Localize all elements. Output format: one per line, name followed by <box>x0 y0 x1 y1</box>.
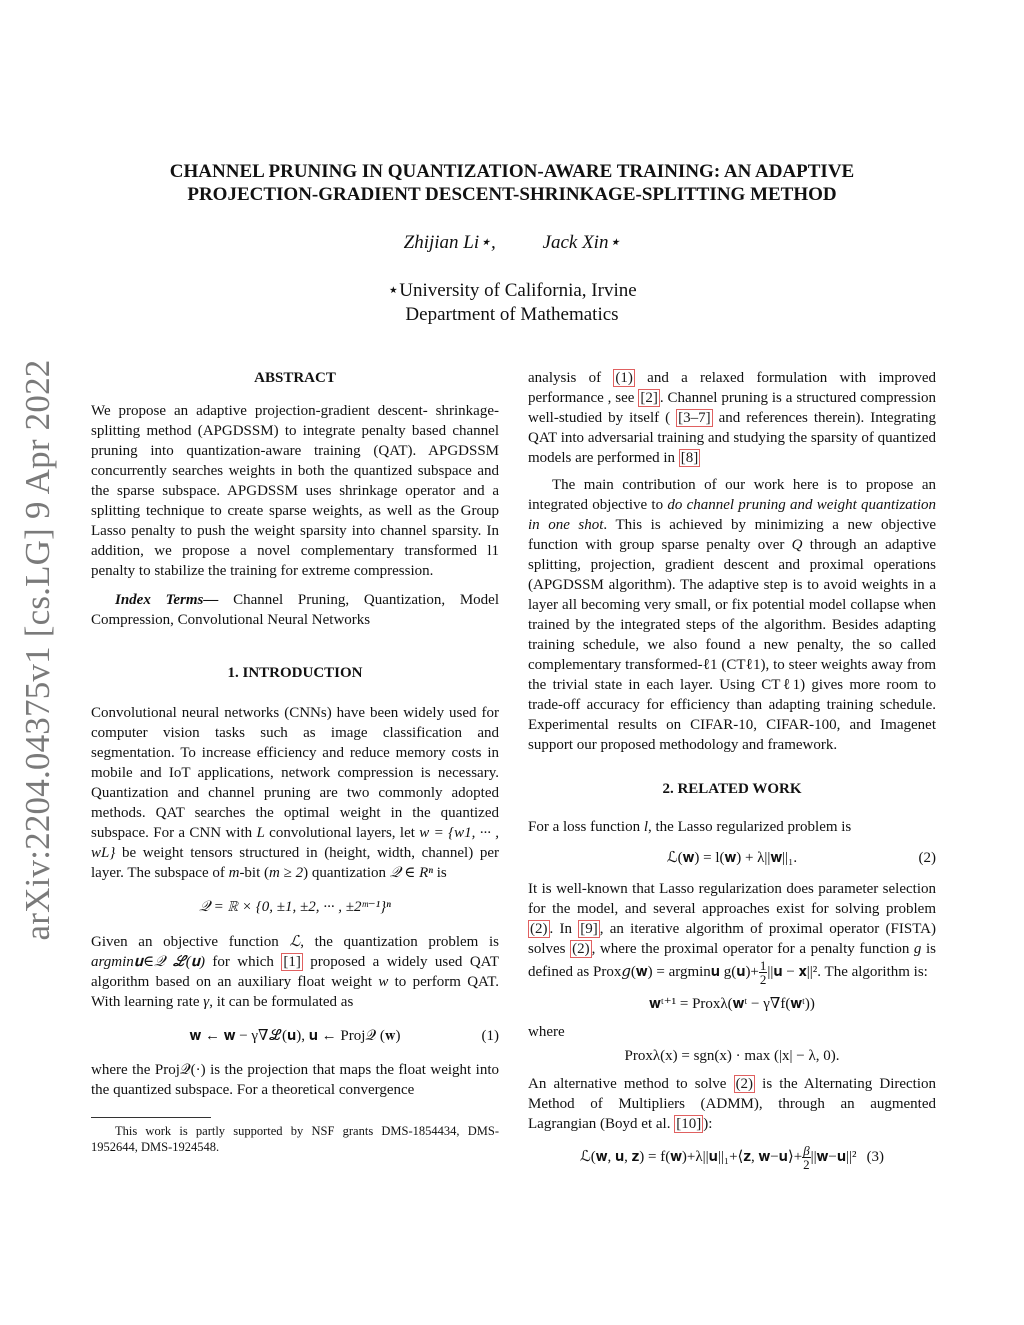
intro-paragraph-3: where the Proj𝒬(·) is the projection that maps the float weight into the quantized subspace. For a theoretical convergence <box>91 1062 499 1098</box>
affiliation-university: ⋆University of California, Irvine <box>387 280 637 301</box>
affiliation <box>0 279 1024 327</box>
fraction-beta-half: $\frac{\beta}{2}$ <box>803 1143 810 1172</box>
abstract-text: We propose an adaptive projection-gradient descent- shrinkage-splitting method (APGDSSM) to integrate penalty based channel pruning into quantization-aware training (QAT). APGDSSM concurrently searches weights in both the quantized subspace and the sparse subspace. APGDSSM uses shrinkage operator and a splitting technique to create sparse weights, as well as the Group Lasso penalty to push the weight sparsity into channel sparsity. In addition, we propose a novel complementary transformed l1 penalty to stabilize the training for extreme compression. <box>91 403 499 579</box>
index-terms-label: Index Terms— <box>115 592 219 608</box>
right-paragraph-1: analysis of (1) and a relaxed formulation with improved performance , see [2] . Channel pruning is a structured compression well-studied by itself ( [3–7] and references therein). Integrating QAT into adversarial training and studying the sparsity of quantized models are performed in [8] <box>528 370 937 466</box>
index-terms-list: Channel Pruning, Quantization, Model Compression, Convolutional Neural Networks <box>91 592 499 628</box>
equation-quantization-set: 𝒬 = ℝ × {0, ±1, ±2, ··· , ±2ᵐ⁻¹}ⁿ <box>199 899 391 915</box>
related-paragraph-2: It is well-known that Lasso regularization does parameter selection for the model, and several approaches exist for solving problem (2) . In [9] , an iterative algorithm of proximal operator (FISTA) solves (2) , where the proximal operator for a penalty function g is defined as Prox𝑔(𝐰) = argmin𝐮 g(𝐮)+ $\frac{1}{2}$ ||𝐮 − 𝐱||². The algorithm is: <box>528 881 936 987</box>
citation-9[interactable]: [9] <box>580 921 598 937</box>
citation-eq1[interactable]: (1) <box>615 370 633 386</box>
title-line-2: PROJECTION-GRADIENT DESCENT-SHRINKAGE-SPLITTING METHOD <box>187 184 837 205</box>
right-paragraph-2: The main contribution of our work here is to propose an integrated objective to do channel pruning and weight quantization in one shot. This is achieved by minimizing a new objective function with group sparse penalty over Q through an adaptive splitting, projection, gradient descent and proximal operations (APGDSSM algorithm). The adaptive step is to avoid weights in a layer all becoming very small, or fix potential model collapse when trained by the integrated steps of the algorithm. Besides adapting training schedule, we also found a new penalty, the so called complementary transformed-ℓ1 (CTℓ1), to steer weights away from the trivial state in each layer. Using CTℓ1) gives more room to trade-off accuracy for efficiency than adapting training schedule. Experimental results on CIFAR-10, CIFAR-100, and Imagenet support our proposed methodology and framework. <box>528 477 936 753</box>
equation-2-number: (2) <box>918 850 936 866</box>
citation-eq2-c[interactable]: (2) <box>735 1076 754 1092</box>
citation-8[interactable]: [8] <box>680 450 699 466</box>
citation-eq2-b[interactable]: (2) <box>572 941 590 957</box>
equation-2: ℒ(𝐰) = l(𝐰) + λ||𝐰||₁. (2) <box>666 850 936 866</box>
equation-1-number: (1) <box>481 1028 499 1044</box>
arxiv-identifier: arXiv:2204.04375v1 [cs.LG] 9 Apr 2022 <box>18 359 57 941</box>
footnote: This work is partly supported by NSF grants DMS-1854434, DMS-1952644, DMS-1924548. <box>91 1124 499 1154</box>
abstract-heading: ABSTRACT <box>254 370 336 386</box>
paper-title <box>100 160 924 206</box>
related-work-heading: 2. RELATED WORK <box>662 781 802 797</box>
affiliation-department: Department of Mathematics <box>405 304 619 325</box>
right-column <box>528 368 936 1171</box>
equation-iteration: 𝐰ᵗ⁺¹ = Proxλ(𝐰ᵗ − γ∇f(𝐰ᵗ)) <box>649 996 815 1012</box>
equation-3: ℒ(𝐰, 𝐮, 𝐳) = f(𝐰)+λ||𝐮||₁+⟨𝐳, 𝐰−𝐮⟩+ $\frac{\beta}{2}$ ||𝐰−𝐮||² (3) <box>579 1143 885 1172</box>
footnote-rule <box>91 1117 211 1118</box>
title-line-1: CHANNEL PRUNING IN QUANTIZATION-AWARE TRAINING: AN ADAPTIVE <box>169 161 855 182</box>
related-paragraph-1: For a loss function l, the Lasso regularized problem is <box>528 819 852 835</box>
index-terms <box>91 590 499 630</box>
intro-paragraph-1: Convolutional neural networks (CNNs) have been widely used for computer vision tasks such as image classification and segmentation. To increase efficiency and reduce memory costs in mobile and IoT applications, network compression is necessary. Quantization and channel pruning are two commonly adopted methods. QAT searches the optimal weight in the quantized subspace. For a CNN with L convolutional layers, let w = {w1, ··· , wL} be weight tensors structured in (height, width, channel) per layer. The subspace of m-bit (m ≥ 2) quantization 𝒬 ∈ Rⁿ is <box>91 705 500 881</box>
citation-1[interactable]: [1] <box>283 954 301 970</box>
authors <box>0 231 1024 254</box>
citation-eq2-a[interactable]: (2) <box>530 921 548 937</box>
equation-3-number: (3) <box>866 1148 885 1165</box>
citation-10[interactable]: [10] <box>676 1116 702 1132</box>
left-column <box>91 368 499 1155</box>
citation-3-7[interactable]: [3–7] <box>678 410 711 426</box>
equation-1: 𝐰 ← 𝐰 − γ∇ℒ(𝐮), 𝐮 ← Proj𝒬 (𝐰) (1) <box>189 1028 499 1044</box>
citation-2[interactable]: [2] <box>640 390 658 406</box>
author-2: Jack Xin⋆ <box>542 232 621 253</box>
related-paragraph-3: An alternative method to solve (2) is the Alternating Direction Method of Multipliers (ADMM), through an augmented Lagrangian (Boyd et al. [10] ): <box>528 1076 937 1132</box>
author-1: Zhijian Li⋆, <box>403 232 496 253</box>
equation-prox: Proxλ(x) = sgn(x) · max (|x| − λ, 0). <box>624 1048 840 1064</box>
where-text: where <box>528 1024 565 1040</box>
introduction-heading: 1. INTRODUCTION <box>227 665 363 681</box>
fraction-one-half: $\frac{1}{2}$ <box>759 958 767 987</box>
intro-paragraph-2: Given an objective function ℒ, the quantization problem is argmin𝐮∈𝒬 ℒ(𝐮) for which [1] proposed a widely used QAT algorithm based on an auxiliary float weight w to perform QAT. With learning rate γ, it can be formulated as <box>91 932 500 1010</box>
